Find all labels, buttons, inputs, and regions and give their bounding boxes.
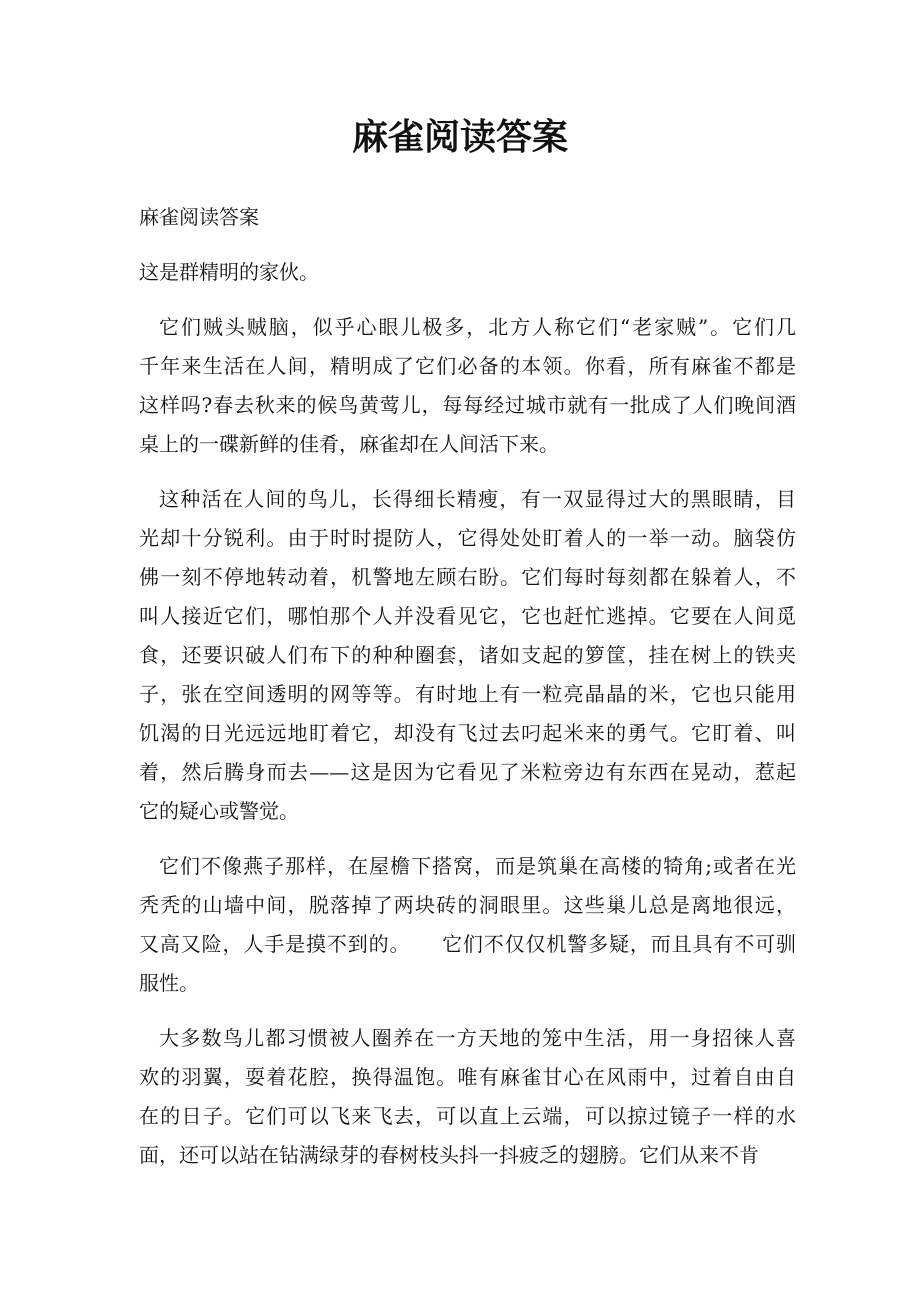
text-line: 饥渴的日光远远地盯着它，却没有飞过去叼起米来的勇气。它盯着、叫 — [139, 721, 796, 745]
text-line: 它们不像燕子那样，在屋檐下搭窝，而是筑巢在高楼的犄角;或者在光 — [159, 854, 796, 878]
text-line: 秃秃的山墙中间，脱落掉了两块砖的洞眼里。这些巢儿总是离地很远， — [139, 893, 796, 917]
subtitle: 麻雀阅读答案 — [139, 205, 259, 229]
text-line: 食，还要识破人们布下的种种圈套，诸如支起的箩筐，挂在树上的铁夹 — [139, 643, 796, 667]
document-body — [139, 198, 796, 1191]
paragraph — [139, 308, 796, 464]
subtitle-paragraph — [139, 198, 796, 237]
text-line: 它们贼头贼脑，似乎心眼儿极多，北方人称它们“老家贼”。它们几 — [159, 315, 796, 339]
text-line: 子，张在空间透明的网等等。有时地上有一粒亮晶晶的米，它也只能用 — [139, 682, 796, 706]
text-line: 光却十分锐利。由于时时提防人，它得处处盯着人的一举一动。脑袋仿 — [139, 526, 796, 550]
document-title: 麻雀阅读答案 — [351, 116, 568, 158]
text-line: 大多数鸟儿都习惯被人圈养在一方天地的笼中生活，用一身招徕人喜 — [159, 1026, 796, 1050]
text-line: 桌上的一碟新鲜的佳肴，麻雀却在人间活下来。 — [139, 432, 559, 456]
text-line: 欢的羽翼，耍着花腔，换得温饱。唯有麻雀甘心在风雨中，过着自由自 — [139, 1065, 796, 1089]
text-line: 叫人接近它们，哪怕那个人并没看见它，它也赶忙逃掉。它要在人间觅 — [139, 604, 796, 628]
text-line: 在的日子。它们可以飞来飞去，可以直上云端，可以掠过镜子一样的水 — [139, 1104, 796, 1128]
text-line: 这样吗?春去秋来的候鸟黄莺儿，每每经过城市就有一批成了人们晚间酒 — [139, 393, 796, 417]
text-line: 千年来生活在人间，精明成了它们必备的本领。你看，所有麻雀不都是 — [139, 354, 796, 378]
paragraph — [139, 480, 796, 831]
text-line: 这是群精明的家伙。 — [139, 260, 319, 284]
text-line: 服性。 — [139, 971, 199, 995]
paragraph — [139, 847, 796, 1003]
paragraph — [139, 253, 796, 292]
text-line: 着，然后腾身而去——这是因为它看见了米粒旁边有东西在晃动，惹起 — [139, 760, 796, 784]
text-line: 这种活在人间的鸟儿，长得细长精瘦，有一双显得过大的黑眼睛，目 — [159, 487, 796, 511]
text-line: 佛一刻不停地转动着，机警地左顾右盼。它们每时每刻都在躲着人，不 — [139, 565, 796, 589]
paragraph — [139, 1019, 796, 1175]
paragraphs — [139, 253, 796, 1175]
text-line: 又高又险，人手是摸不到的。 它们不仅仅机警多疑，而且具有不可驯 — [139, 932, 796, 956]
text-line: 面，还可以站在钻满绿芽的春树枝头抖一抖疲乏的翅膀。它们从来不肯 — [139, 1143, 759, 1167]
text-line: 它的疑心或警觉。 — [139, 799, 299, 823]
